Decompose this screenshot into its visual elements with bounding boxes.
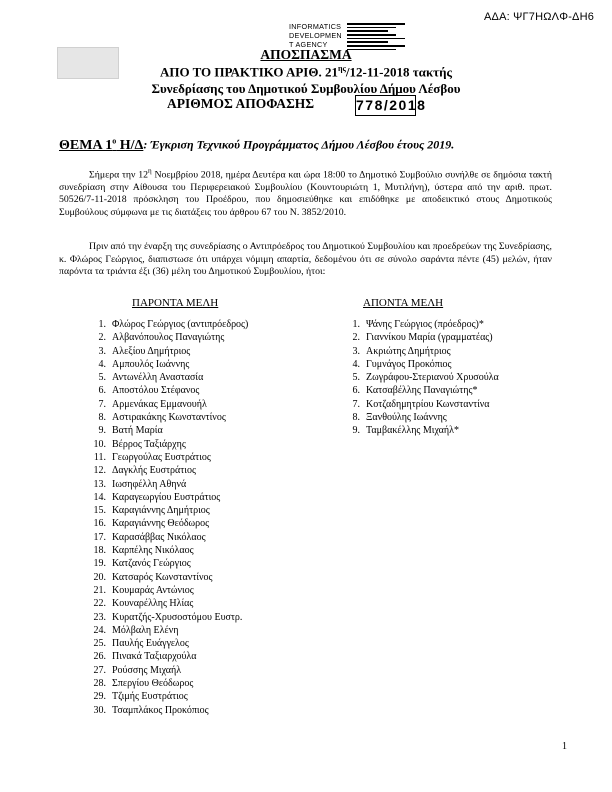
member-list-item — [338, 411, 499, 424]
member-name: Αρμενάκας Εμμανουήλ — [112, 398, 207, 410]
member-name: Καραγεωργίου Ευστράτιος — [112, 491, 221, 503]
member-name: Πινακά Ταξιαρχούλα — [112, 651, 197, 663]
member-list-item — [84, 624, 248, 637]
member-name: Κατσαρός Κωνσταντίνος — [112, 571, 213, 583]
member-name: Σπεργίου Θεόδωρος — [112, 678, 194, 690]
member-list-item — [84, 438, 248, 451]
member-list-item — [84, 491, 248, 504]
member-list-item — [84, 677, 248, 690]
member-number: 7. — [98, 398, 106, 410]
member-number: 1. — [98, 319, 106, 330]
paragraph-quorum: Πριν από την έναρξη της συνεδρίασης ο Αντιπρόεδρος του Δημοτικού Συμβουλίου και προεδρεύων της Συνεδρίασης, κ. Φλώρος Γεώργιος, διαπιστωσε ότι υπάρχει νόμιμη απαρτία, δεδομένου ότι σε σύνολο σαράντα πέντε (45) μελών, ήταν παρόντα τα τριάντα έξι (36) μέλη του Δημοτικού Συμβουλίου, ήτοι: — [59, 241, 552, 277]
member-name: Ζωγράφου-Στεριανού Χρυσούλα — [366, 372, 499, 384]
member-number: 27. — [93, 664, 106, 676]
member-name: Καρπέλης Νικόλαος — [112, 545, 194, 557]
member-list-item — [84, 704, 248, 717]
member-number: 17. — [93, 531, 106, 543]
member-name: Κουμαράς Αντώνιος — [112, 584, 194, 596]
present-members-heading: ΠΑΡΟΝΤΑ ΜΕΛΗ — [132, 297, 219, 309]
member-number: 14. — [93, 491, 106, 503]
member-name: Αποστόλου Στέφανος — [112, 385, 200, 397]
member-list-item — [84, 650, 248, 663]
stamp-line: DEVELOPMEN — [289, 31, 342, 40]
paragraph-session-details — [59, 165, 552, 219]
member-number: 18. — [93, 545, 106, 557]
member-name: Κοτζαδημητρίου Κωνσταντίνα — [366, 398, 490, 410]
member-list-item — [84, 637, 248, 650]
member-name: Καρασάββας Νικόλαος — [112, 531, 206, 543]
member-name: Παυλής Ευάγγελος — [112, 638, 189, 650]
subject-label-suffix: Η/Δ — [116, 137, 144, 153]
member-list-item — [338, 318, 499, 331]
member-number: 9. — [352, 425, 360, 437]
decision-number: 778/2018 — [355, 95, 416, 116]
member-list-item — [84, 664, 248, 677]
member-name: Ξανθούλης Ιωάννης — [366, 412, 447, 424]
absent-members-heading: ΑΠΟΝΤΑ ΜΕΛΗ — [363, 297, 444, 309]
member-name: Ταμβακέλλης Μιχαήλ* — [366, 425, 460, 437]
member-name: Κυρατζής-Χρυσοστόμου Ευστρ. — [112, 611, 243, 623]
member-list-item — [84, 451, 248, 464]
document-type-heading: ΑΠΟΣΠΑΣΜΑ — [260, 47, 352, 62]
member-list-item — [84, 424, 248, 437]
member-number: 16. — [93, 518, 106, 530]
member-number: 22. — [93, 598, 106, 610]
member-number: 26. — [93, 651, 106, 663]
member-number: 10. — [93, 438, 106, 450]
stamp-text — [289, 22, 342, 49]
member-name: Αμπουλός Ιωάννης — [112, 358, 190, 370]
decision-number-label: ΑΡΙΘΜΟΣ ΑΠΟΦΑΣΗΣ — [167, 96, 315, 111]
member-name: Κατσαβέλλης Παναγιώτης* — [366, 385, 478, 397]
member-list-item — [84, 318, 248, 331]
member-number: 2. — [98, 332, 106, 344]
minutes-reference-sup: ης — [337, 64, 346, 73]
member-list-item — [84, 464, 248, 477]
member-list-item — [84, 611, 248, 624]
member-name: Μόλβαλη Ελένη — [112, 624, 179, 636]
member-number: 8. — [98, 412, 106, 424]
member-name: Φλώρος Γεώργιος (αντιπρόεδρος) — [112, 319, 249, 330]
member-name: Αστιρακάκης Κωνσταντίνος — [112, 412, 226, 424]
page-number: 1 — [562, 741, 567, 752]
member-name: Ακριώτης Δημήτριος — [366, 345, 451, 357]
member-number: 24. — [93, 624, 106, 636]
absent-members-list — [338, 318, 499, 438]
stamp-line: T AGENCY — [289, 40, 328, 49]
subject-label — [59, 138, 143, 153]
member-list-item — [84, 517, 248, 530]
subject-label-sup: ο — [112, 136, 117, 145]
member-name: Τζιμής Ευστράτιος — [112, 691, 188, 703]
member-number: 20. — [93, 571, 106, 583]
member-list-item — [338, 398, 499, 411]
stamp-line: INFORMATICS — [289, 22, 342, 31]
member-name: Καραγιάννης Θεόδωρος — [112, 518, 210, 530]
member-name: Ιωσηφέλλη Αθηνά — [112, 478, 187, 490]
member-list-item — [338, 424, 499, 437]
member-list-item — [338, 371, 499, 384]
subject-line — [59, 136, 454, 154]
member-list-item — [84, 504, 248, 517]
member-list-item — [84, 544, 248, 557]
member-name: Τσαμπλάκος Προκόπιος — [112, 704, 209, 716]
member-list-item — [338, 358, 499, 371]
member-list-item — [84, 384, 248, 397]
member-number: 4. — [352, 358, 360, 370]
member-list-item — [338, 345, 499, 358]
member-number: 13. — [93, 478, 106, 490]
minutes-reference-suffix: /12-11-2018 τακτής — [345, 64, 453, 80]
ada-code: ΑΔΑ: ΨΓ7ΗΩΛΦ-ΔΗ6 — [484, 11, 595, 23]
member-number: 30. — [93, 704, 106, 716]
member-number: 1. — [352, 319, 360, 330]
member-list-item — [338, 384, 499, 397]
present-members-list — [84, 318, 248, 717]
member-number: 15. — [93, 505, 106, 517]
member-list-item — [338, 331, 499, 344]
paragraph-sup: η — [148, 167, 152, 175]
member-list-item — [84, 597, 248, 610]
member-list-item — [84, 584, 248, 597]
member-number: 29. — [93, 691, 106, 703]
paragraph-text: Νοεμβρίου 2018, ημέρα Δευτέρα και ώρα 18:00 το Δημοτικό Συμβούλιο συνήλθε σε δημόσια τακτή συνεδρίαση στην Αίθουσα του Περιφερειακού Συμβουλίου (Κουντουριώτη 1, Μυτιλήνη), ύστερα από την αριθ. πρωτ. 50526/7-11-2018 πρόσκληση του Προέδρου, που δημοσιεύθηκε και επιδόθηκε με αποδεικτικό στους Δημοτικούς Συμβούλους σύμφωνα με τις διατάξεις του άρθρου 67 του Ν. 3852/2010. — [59, 169, 552, 218]
member-name: Αλεξίου Δημήτριος — [112, 345, 191, 357]
member-name: Κουναρέλλης Ηλίας — [112, 598, 194, 610]
member-number: 5. — [98, 372, 106, 384]
member-number: 6. — [98, 385, 106, 397]
member-number: 2. — [352, 332, 360, 344]
member-number: 9. — [98, 425, 106, 437]
member-number: 3. — [98, 345, 106, 357]
minutes-reference-prefix: ΑΠΟ ΤΟ ΠΡΑΚΤΙΚΟ ΑΡΙΘ. 21 — [159, 64, 338, 80]
member-list-item — [84, 398, 248, 411]
member-number: 12. — [93, 465, 106, 477]
member-number: 8. — [352, 412, 360, 424]
member-list-item — [84, 690, 248, 703]
member-name: Γυμνάγος Προκόπιος — [366, 358, 452, 370]
member-number: 6. — [352, 385, 360, 397]
member-number: 5. — [352, 372, 360, 384]
member-list-item — [84, 358, 248, 371]
member-name: Ψάνης Γεώργιος (πρόεδρος)* — [366, 319, 484, 330]
minutes-reference — [0, 64, 612, 80]
member-list-item — [84, 571, 248, 584]
member-name: Καραγιάννης Δημήτριος — [112, 505, 210, 517]
member-list-item — [84, 531, 248, 544]
paragraph-text: Σήμερα την 12 — [89, 169, 149, 181]
member-list-item — [84, 411, 248, 424]
member-number: 25. — [93, 638, 106, 650]
member-number: 28. — [93, 678, 106, 690]
member-number: 23. — [93, 611, 106, 623]
member-number: 21. — [93, 584, 106, 596]
member-list-item — [84, 345, 248, 358]
member-name: Αντωνέλλη Αναστασία — [112, 372, 204, 384]
member-name: Δαγκλής Ευστράτιος — [112, 465, 196, 477]
member-name: Γεωργούλας Ευστράτιος — [112, 451, 211, 463]
member-name: Αλβανόπουλος Παναγιώτης — [112, 332, 225, 344]
member-number: 7. — [352, 398, 360, 410]
member-number: 11. — [93, 451, 106, 463]
member-number: 3. — [352, 345, 360, 357]
member-name: Γιαννίκου Μαρία (γραμματέας) — [366, 332, 493, 344]
member-number: 4. — [98, 358, 106, 370]
member-list-item — [84, 557, 248, 570]
member-list-item — [84, 478, 248, 491]
member-list-item — [84, 331, 248, 344]
subject-label-text: ΘΕΜΑ 1 — [59, 137, 113, 153]
subject-title: : Έγκριση Τεχνικού Προγράμματος Δήμου Λέσβου έτους 2019. — [143, 137, 455, 152]
member-name: Βέρρος Ταξιάρχης — [112, 438, 186, 450]
session-title: Συνεδρίασης του Δημοτικού Συμβουλίου Δήμου Λέσβου — [151, 81, 461, 96]
member-list-item — [84, 371, 248, 384]
member-name: Ρούσσης Μιχαήλ — [112, 664, 182, 676]
member-name: Κατζανός Γεώργιος — [112, 558, 191, 570]
member-number: 19. — [93, 558, 106, 570]
member-name: Βατή Μαρία — [112, 425, 163, 437]
